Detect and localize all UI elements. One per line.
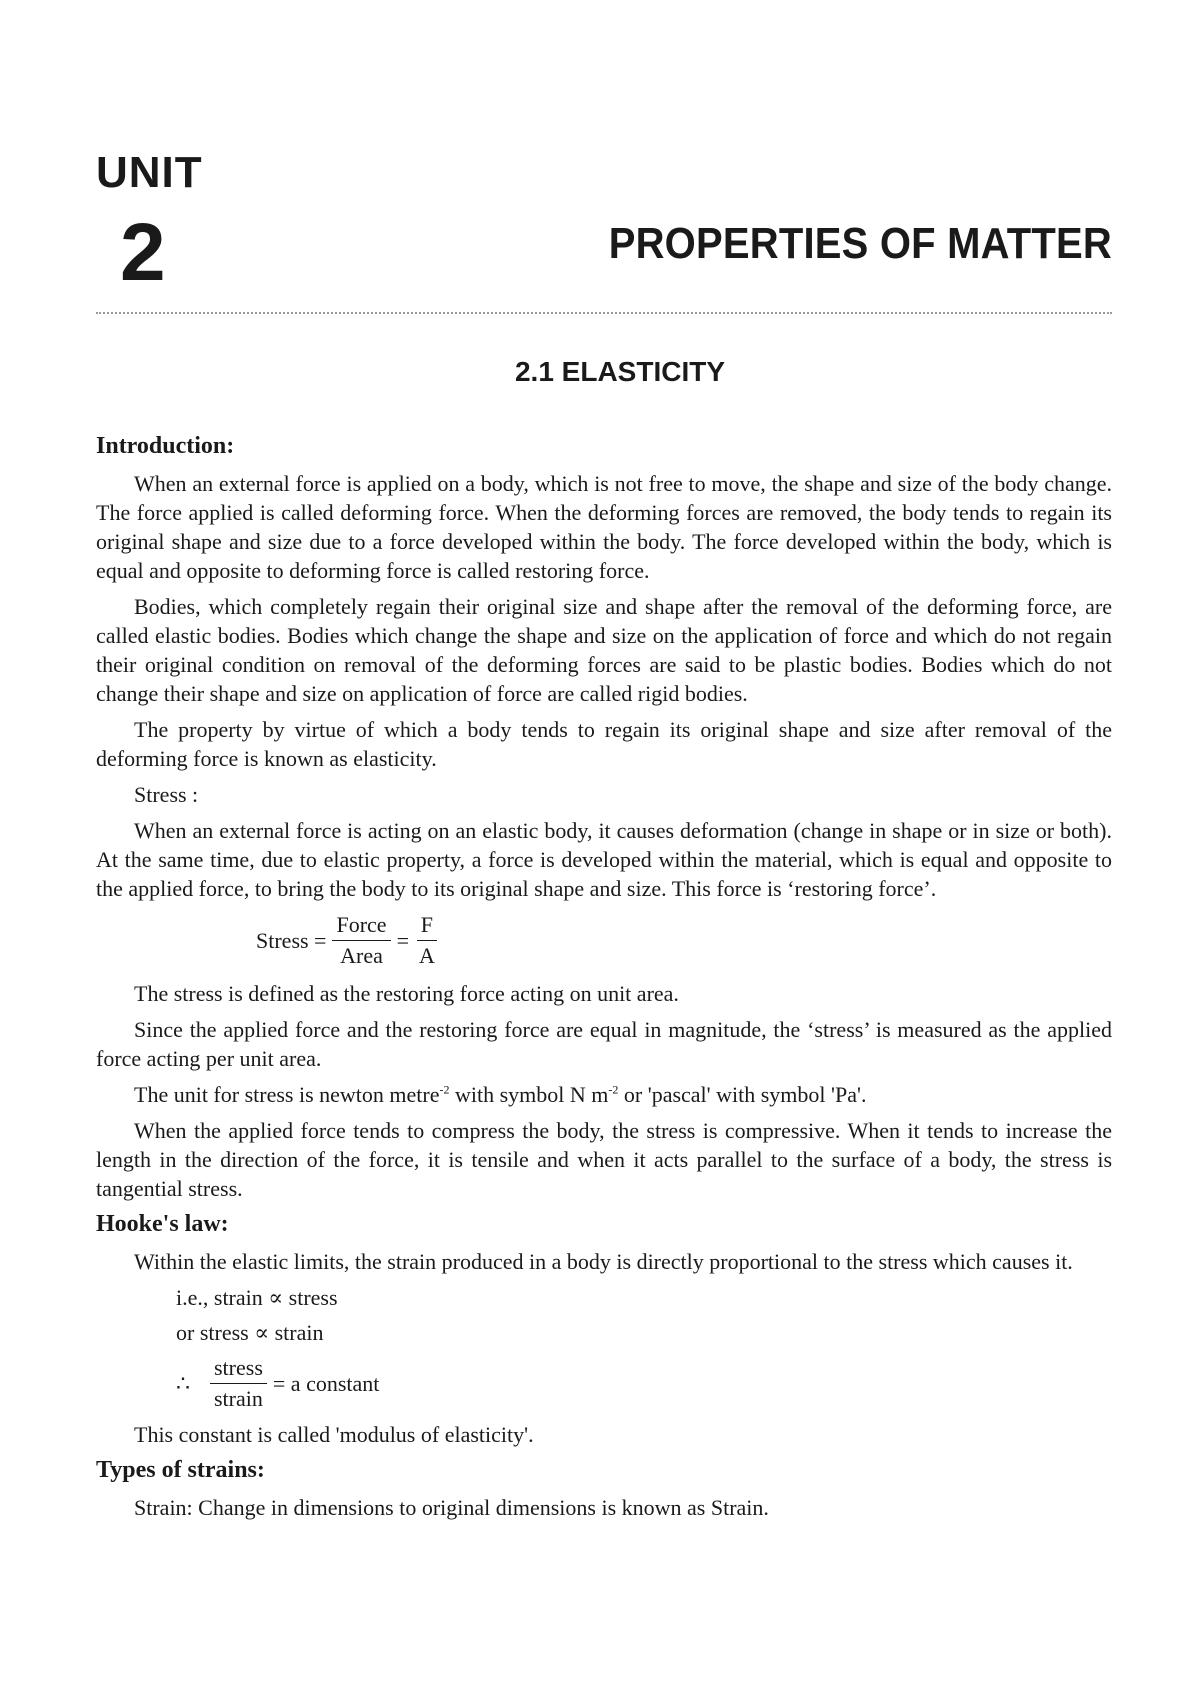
page-body (96, 432, 1112, 1529)
unit-label: UNIT (96, 148, 203, 197)
stress-equation (96, 910, 1112, 971)
stress-paragraph-1: When an external force is acting on an elastic body, it causes deformation (change in shape or in size or both). At the same time, due to elastic property, a force is developed within the material, which is equal and opposite to the applied force, to bring the body to its original shape and size. This force is ‘restoring force’. (96, 818, 1112, 901)
stress-unit-paragraph (96, 1080, 1112, 1109)
unit-exponent-2: -2 (608, 1082, 619, 1097)
f-a-fraction (415, 910, 439, 971)
dotted-divider (96, 312, 1112, 314)
introduction-heading: Introduction: (96, 433, 235, 459)
stress-eq-lhs: Stress = (256, 928, 327, 953)
force-area-fraction (332, 910, 390, 971)
fraction-numerator: Force (332, 910, 390, 941)
proportional-line-2: or stress ∝ strain (176, 1320, 324, 1345)
unit-text-a: The unit for stress is newton metre (134, 1082, 440, 1107)
hookes-law-paragraph: Within the elastic limits, the strain produced in a body is directly proportional to the stress which causes it. (134, 1249, 1073, 1274)
fraction-numerator: stress (210, 1353, 267, 1384)
unit-text-c: or 'pascal' with symbol 'Pa'. (618, 1082, 867, 1107)
intro-paragraph-3: The property by virtue of which a body tends to regain its original shape and size after removal of the deforming force is known as elasticity. (96, 717, 1112, 771)
fraction-denominator: Area (340, 943, 383, 968)
fraction-numerator: F (417, 910, 437, 941)
modulus-paragraph: This constant is called 'modulus of elasticity'. (134, 1422, 534, 1447)
constant-rhs: = a constant (272, 1371, 380, 1396)
stress-paragraph-2: The stress is defined as the restoring force acting on unit area. (134, 981, 679, 1006)
proportional-line-1: i.e., strain ∝ stress (176, 1285, 338, 1310)
types-of-strains-heading: Types of strains: (96, 1457, 265, 1483)
unit-exponent-1: -2 (439, 1082, 450, 1097)
unit-text-b: with symbol N m (449, 1082, 609, 1107)
fraction-denominator: A (418, 943, 435, 968)
intro-paragraph-2: Bodies, which completely regain their original size and shape after the removal of the deforming force, are called elastic bodies. Bodies which change the shape and size on the application of force and which do not regain their original condition on removal of the deforming forces are said to be plastic bodies. Bodies which do not change their shape and size on application of force are called rigid bodies. (96, 594, 1112, 706)
strain-definition: Strain: Change in dimensions to original dimensions is known as Strain. (134, 1495, 769, 1520)
stress-paragraph-3: Since the applied force and the restoring force are equal in magnitude, the ‘stress’ is measured as the applied force acting per unit area. (96, 1017, 1112, 1071)
unit-number: 2 (120, 207, 166, 298)
stress-paragraph-5: When the applied force tends to compress the body, the stress is compressive. When it tends to increase the length in the direction of the force, it is tensile and when it acts parallel to the surface of a body, the stress is tangential stress. (96, 1118, 1112, 1201)
stress-strain-fraction (210, 1353, 267, 1414)
fraction-denominator: strain (214, 1386, 263, 1411)
therefore-symbol: ∴ (176, 1371, 190, 1396)
chapter-title: PROPERTIES OF MATTER (608, 220, 1112, 268)
constant-equation (96, 1353, 1112, 1414)
section-title: 2.1 ELASTICITY (514, 356, 726, 387)
equals-sign: = (396, 928, 409, 953)
intro-paragraph-1: When an external force is applied on a body, which is not free to move, the shape and size of the body change. The force applied is called deforming force. When the deforming forces are removed, the body tends to regain its original shape and size due to a force developed within the body. The force developed within the body, which is equal and opposite to deforming force is called restoring force. (96, 471, 1112, 583)
stress-label: Stress : (134, 782, 199, 807)
hookes-law-heading: Hooke's law: (96, 1211, 229, 1237)
